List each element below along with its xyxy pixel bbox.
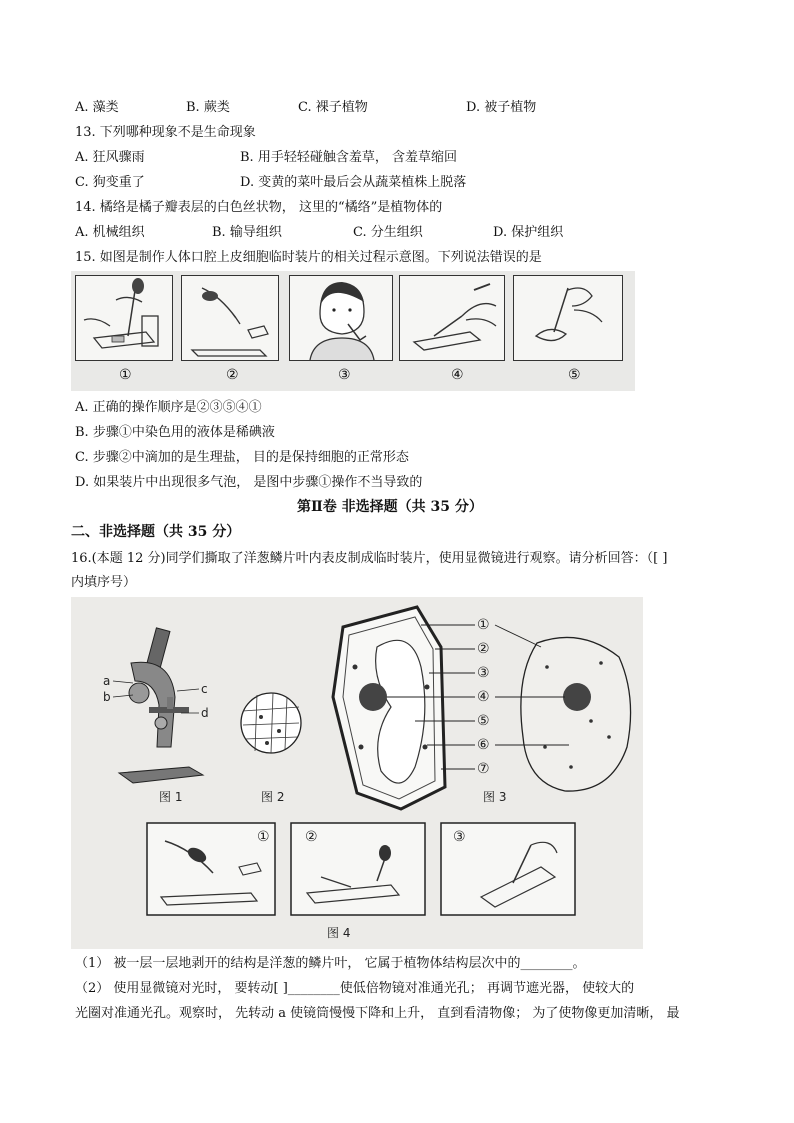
- dropper-stain-illustration: [76, 276, 172, 360]
- cell-number-5: ⑤: [477, 713, 490, 729]
- fig4-step-1: ①: [257, 829, 270, 845]
- coverslip-illustration: [400, 276, 504, 360]
- microscope-label-a: a: [103, 674, 111, 688]
- q16-subquestion-1: （1） 被一层一层地剥开的结构是洋葱的鳞片叶， 它属于植物体结构层次中的________。: [75, 956, 586, 971]
- part2-title: 第Ⅱ卷 非选择题（共 35 分）: [297, 499, 483, 515]
- q14-option-d: D. 保护组织: [493, 225, 564, 240]
- cell-field-view: [241, 693, 301, 753]
- cell-number-3: ③: [477, 665, 490, 681]
- q15-option-b: B. 步骤①中染色用的液体是稀碘液: [75, 425, 275, 440]
- boy-scraping-mouth-illustration: [290, 276, 392, 360]
- toothpick-smear-illustration: [514, 276, 622, 360]
- q14-stem: 14. 橘络是橘子瓣表层的白色丝状物， 这里的“橘络”是植物体的: [75, 200, 443, 215]
- q12-option-c: C. 裸子植物: [298, 100, 368, 115]
- q15-option-a: A. 正确的操作顺序是②③⑤④①: [75, 400, 262, 415]
- q15-panel-4: [399, 275, 505, 361]
- microscope-label-d: d: [201, 706, 209, 720]
- q15-stem: 15. 如图是制作人体口腔上皮细胞临时装片的相关过程示意图。下列说法错误的是: [75, 250, 542, 265]
- q15-step-3-label: ③: [338, 367, 351, 383]
- q14-option-b: B. 输导组织: [212, 225, 282, 240]
- q16-diagram: [71, 597, 643, 949]
- plant-cell-drawing: [333, 607, 475, 809]
- q13-option-d: D. 变黄的菜叶最后会从蔬菜植株上脱落: [240, 175, 467, 190]
- cell-number-4: ④: [477, 689, 490, 705]
- fig1-label: 图 1: [159, 790, 183, 804]
- q15-step-5-label: ⑤: [568, 367, 581, 383]
- q12-option-a: A. 藻类: [75, 100, 119, 115]
- q13-option-c: C. 狗变重了: [75, 175, 145, 190]
- cell-number-6: ⑥: [477, 737, 490, 753]
- q15-option-c: C. 步骤②中滴加的是生理盐， 目的是保持细胞的正常形态: [75, 450, 409, 465]
- q15-panel-3: [289, 275, 393, 361]
- microscope-drawing: [113, 628, 203, 783]
- q16-stem-line1: 16.(本题 12 分)同学们撕取了洋葱鳞片叶内表皮制成临时装片，使用显微镜进行观察。请分析回答：（[ ]: [71, 551, 668, 566]
- q12-option-d: D. 被子植物: [466, 100, 537, 115]
- dropper-saline-illustration: [182, 276, 278, 360]
- fig4-step-2: ②: [305, 829, 318, 845]
- q13-stem: 13. 下列哪种现象不是生命现象: [75, 125, 256, 140]
- q13-option-b: B. 用手轻轻碰触含羞草， 含羞草缩回: [240, 150, 457, 165]
- microscope-label-b: b: [103, 690, 111, 704]
- q13-option-a: A. 狂风骤雨: [75, 150, 145, 165]
- microscope-label-c: c: [201, 682, 208, 696]
- q15-step-1-label: ①: [119, 367, 132, 383]
- section-heading: 二、非选择题（共 35 分）: [71, 524, 241, 540]
- q15-option-d: D. 如果装片中出现很多气泡， 是图中步骤①操作不当导致的: [75, 475, 423, 490]
- animal-cell-drawing: [495, 625, 631, 791]
- fig3-label: 图 3: [483, 790, 507, 804]
- q16-subquestion-2-line2: 光圈对准通光孔。观察时， 先转动 a 使镜筒慢慢下降和上升， 直到看清物像； 为了使物像更加清晰， 最: [75, 1006, 680, 1021]
- q15-step-4-label: ④: [451, 367, 464, 383]
- cell-number-2: ②: [477, 641, 490, 657]
- fig4-panel-1: [147, 823, 275, 915]
- q14-option-c: C. 分生组织: [353, 225, 423, 240]
- q16-stem-line2: 内填序号）: [71, 575, 137, 590]
- q15-panel-1: [75, 275, 173, 361]
- q14-option-a: A. 机械组织: [75, 225, 145, 240]
- q15-step-2-label: ②: [226, 367, 239, 383]
- q15-panel-5: [513, 275, 623, 361]
- q12-option-b: B. 蕨类: [186, 100, 230, 115]
- q16-figure: [71, 597, 643, 949]
- fig4-label: 图 4: [327, 926, 351, 940]
- q15-panel-2: [181, 275, 279, 361]
- q16-subquestion-2-line1: （2） 使用显微镜对光时， 要转动[ ]________使低倍物镜对准通光孔； 再调节遮光器， 使较大的: [75, 981, 635, 996]
- fig2-label: 图 2: [261, 790, 285, 804]
- fig4-step-3: ③: [453, 829, 466, 845]
- cell-number-7: ⑦: [477, 761, 490, 777]
- cell-number-1: ①: [477, 617, 490, 633]
- q15-figure: [71, 271, 635, 391]
